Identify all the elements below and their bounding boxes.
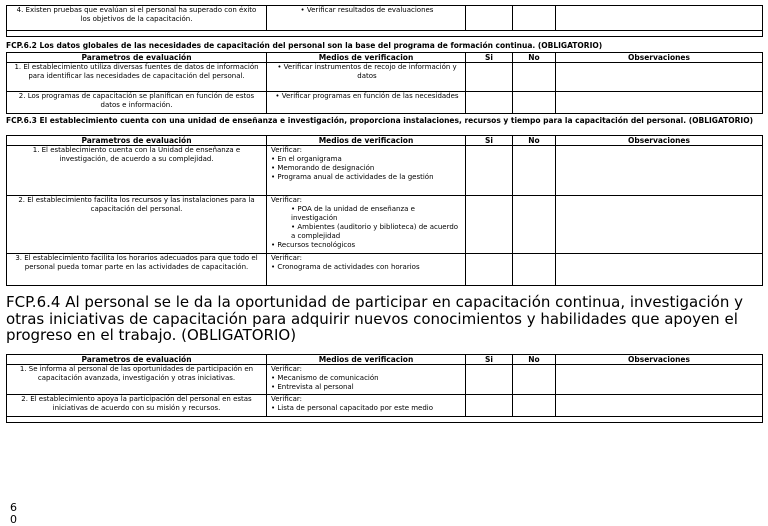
- medio-cell: • Verificar resultados de evaluaciones: [267, 6, 466, 31]
- observaciones-cell[interactable]: [556, 92, 763, 114]
- medio-item: • Memorando de designación: [271, 164, 375, 172]
- medio-item: • Mecanismo de comunicación: [271, 374, 379, 382]
- header-observaciones: Observaciones: [556, 53, 763, 63]
- table-header-row: [7, 53, 763, 63]
- table-row: [7, 196, 763, 254]
- observaciones-cell[interactable]: [556, 196, 763, 254]
- no-cell[interactable]: [513, 254, 556, 286]
- medio-cell: • Verificar instrumentos de recojo de información y datos: [267, 63, 466, 92]
- page-number: 6 0: [10, 501, 17, 526]
- param-cell: 1. Se informa al personal de las oportunidades de participación en capacitación avanzada, investigación y otras iniciativas.: [7, 365, 267, 395]
- spacer-row: [7, 31, 763, 37]
- param-cell: 1. El establecimiento cuenta con la Unidad de enseñanza e investigación, de acuerdo a su complejidad.: [7, 146, 267, 196]
- medio-item: • Cronograma de actividades con horarios: [271, 263, 420, 271]
- param-cell: 4. Existen pruebas que evalúan si el personal ha superado con éxito los objetivos de la capacitación.: [7, 6, 267, 31]
- header-observaciones: Observaciones: [556, 355, 763, 365]
- table-row: [7, 92, 763, 114]
- header-si: Si: [466, 355, 513, 365]
- table-row: [7, 63, 763, 92]
- observaciones-cell[interactable]: [556, 146, 763, 196]
- medio-item: • Recursos tecnológicos: [271, 241, 356, 249]
- no-cell[interactable]: [513, 92, 556, 114]
- medio-item: • Ambientes (auditorio y biblioteca) de acuerdo a complejidad: [291, 223, 459, 240]
- table-row: [7, 6, 763, 31]
- table-header-row: [7, 355, 763, 365]
- si-cell[interactable]: [466, 196, 513, 254]
- table-row: [7, 146, 763, 196]
- si-cell[interactable]: [466, 365, 513, 395]
- no-cell[interactable]: [513, 365, 556, 395]
- no-cell[interactable]: [513, 63, 556, 92]
- medio-cell: [267, 254, 466, 286]
- medio-cell: • Verificar programas en función de las necesidades: [267, 92, 466, 114]
- param-cell: 2. El establecimiento apoya la participación del personal en estas iniciativas de acuerdo con su misión y recursos.: [7, 395, 267, 417]
- table-fcp64: [6, 354, 763, 423]
- medio-title: Verificar:: [271, 146, 303, 154]
- table-row: [7, 254, 763, 286]
- header-observaciones: Observaciones: [556, 136, 763, 146]
- observaciones-cell[interactable]: [556, 395, 763, 417]
- header-medios: Medios de verificacion: [267, 53, 466, 63]
- medio-title: Verificar:: [271, 254, 303, 262]
- header-no: No: [513, 53, 556, 63]
- param-cell: 3. El establecimiento facilita los horarios adecuados para que todo el personal pueda tomar parte en las actividades de capacitación.: [7, 254, 267, 286]
- table-row: [7, 395, 763, 417]
- medio-item: • Programa anual de actividades de la gestión: [271, 173, 434, 181]
- medio-cell: [267, 395, 466, 417]
- table-fcp63: [6, 135, 763, 286]
- observaciones-cell[interactable]: [556, 6, 763, 31]
- medio-item: • En el organigrama: [271, 155, 342, 163]
- fcp64-heading: FCP.6.4 Al personal se le da la oportunidad de participar en capacitación continua, investigación y otras iniciativas de capacitación para adquirir nuevos conocimientos y habilidades que apoyen el progreso en el trabajo. (OBLIGATORIO): [6, 293, 743, 344]
- fcp63-heading: FCP.6.3 El establecimiento cuenta con una unidad de enseñanza e investigación, proporciona instalaciones, recursos y tiempo para la capacitación del personal. (OBLIGATORIO): [6, 116, 754, 125]
- no-cell[interactable]: [513, 6, 556, 31]
- medio-title: Verificar:: [271, 196, 303, 204]
- si-cell[interactable]: [466, 146, 513, 196]
- medio-title: Verificar:: [271, 365, 303, 373]
- header-param: Parametros de evaluación: [7, 136, 267, 146]
- si-cell[interactable]: [466, 92, 513, 114]
- header-si: Si: [466, 136, 513, 146]
- header-medios: Medios de verificacion: [267, 355, 466, 365]
- medio-item: • POA de la unidad de enseñanza e investigación: [291, 205, 415, 222]
- param-cell: 2. El establecimiento facilita los recursos y las instalaciones para la capacitación del personal.: [7, 196, 267, 254]
- no-cell[interactable]: [513, 395, 556, 417]
- param-cell: 2. Los programas de capacitación se planifican en función de estos datos e información.: [7, 92, 267, 114]
- table-header-row: [7, 136, 763, 146]
- medio-item: • Lista de personal capacitado por este medio: [271, 404, 434, 412]
- table-fcp62: [6, 52, 763, 114]
- observaciones-cell[interactable]: [556, 254, 763, 286]
- header-param: Parametros de evaluación: [7, 355, 267, 365]
- observaciones-cell[interactable]: [556, 365, 763, 395]
- medio-item: • Entrevista al personal: [271, 383, 354, 391]
- header-param: Parametros de evaluación: [7, 53, 267, 63]
- medio-cell: [267, 365, 466, 395]
- spacer-row: [7, 417, 763, 423]
- header-si: Si: [466, 53, 513, 63]
- header-no: No: [513, 355, 556, 365]
- si-cell[interactable]: [466, 395, 513, 417]
- table-row: [7, 365, 763, 395]
- param-cell: 1. El establecimiento utiliza diversas fuentes de datos de información para identificar las necesidades de capacitación del personal.: [7, 63, 267, 92]
- medio-cell: [267, 146, 466, 196]
- fcp62-heading: FCP.6.2 Los datos globales de las necesidades de capacitación del personal son la base del programa de formación continua. (OBLIGATORIO): [6, 41, 603, 50]
- no-cell[interactable]: [513, 196, 556, 254]
- si-cell[interactable]: [466, 6, 513, 31]
- table-fcp61-continuation: [6, 5, 763, 37]
- medio-cell: [267, 196, 466, 254]
- no-cell[interactable]: [513, 146, 556, 196]
- header-no: No: [513, 136, 556, 146]
- medio-title: Verificar:: [271, 395, 303, 403]
- si-cell[interactable]: [466, 254, 513, 286]
- observaciones-cell[interactable]: [556, 63, 763, 92]
- si-cell[interactable]: [466, 63, 513, 92]
- header-medios: Medios de verificacion: [267, 136, 466, 146]
